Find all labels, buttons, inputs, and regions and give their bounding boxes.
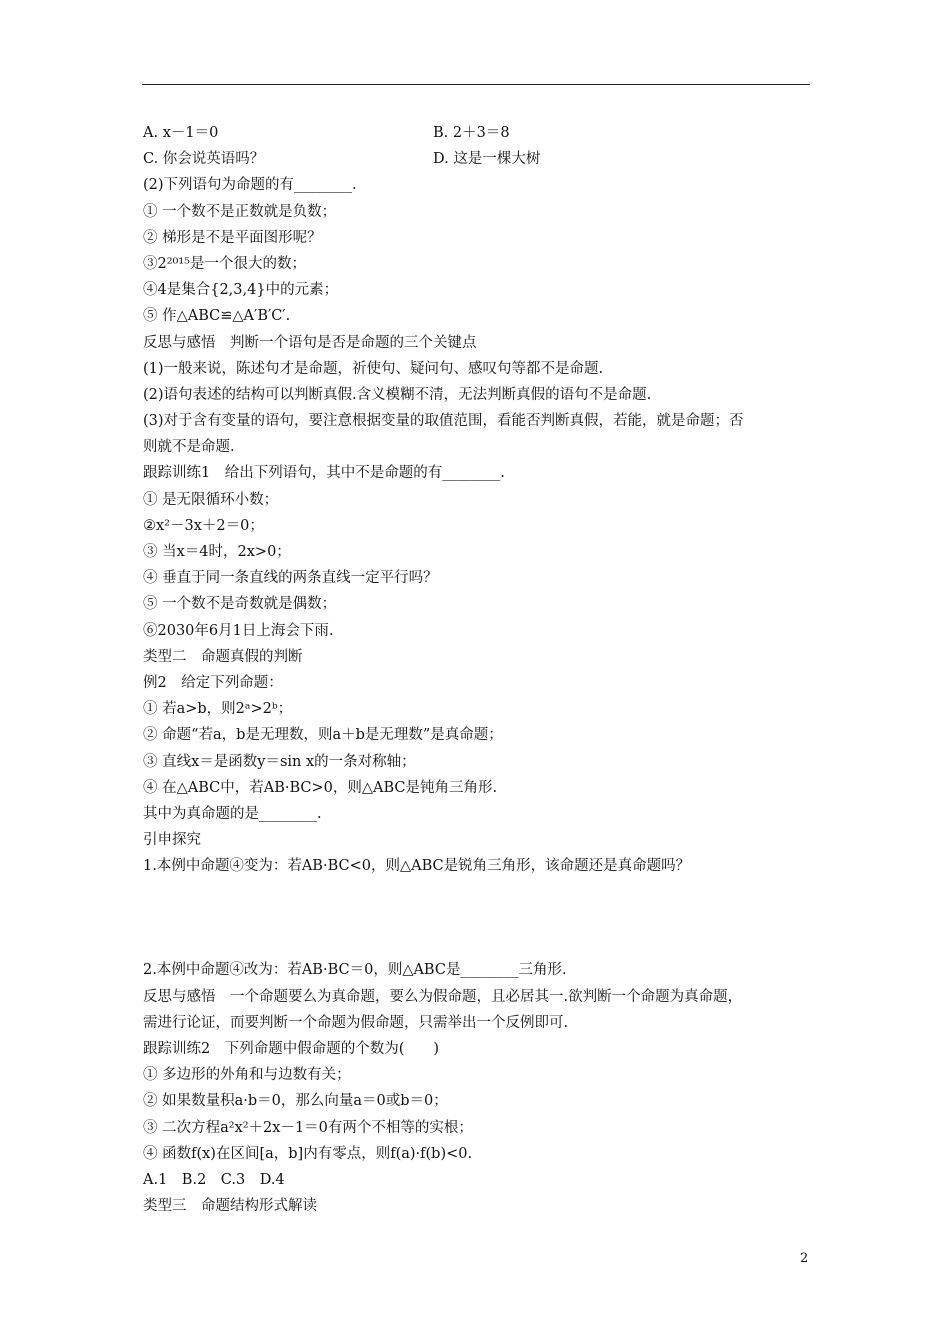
text-line: ③ 二次方程a²x²＋2x－1＝0有两个不相等的实根； xyxy=(143,1119,473,1136)
text-line: ① 若a>b，则2ᵃ>2ᵇ； xyxy=(143,701,293,718)
header-rule xyxy=(142,84,810,85)
text-line: ⑥2030年6月1日上海会下雨. xyxy=(143,622,334,639)
text-line: ④ 函数f(x)在区间[a，b]内有零点，则f(a)·f(b)<0. xyxy=(143,1145,473,1162)
text-line: (1)一般来说，陈述句才是命题，祈使句、疑问句、感叹句等都不是命题. xyxy=(143,360,604,377)
text-line: ⑤ 作△ABC≌△A′B′C′. xyxy=(143,308,291,325)
text-line: ② 如果数量积a·b＝0，那么向量a＝0或b＝0； xyxy=(143,1093,448,1110)
section-heading: 类型三 命题结构形式解读 xyxy=(143,1198,317,1215)
text-line: ① 一个数不是正数就是负数； xyxy=(143,203,337,220)
text-line: (2)语句表述的结构可以判断真假.含义模糊不清，无法判断真假的语句不是命题. xyxy=(143,386,652,403)
text-line: ① 是无限循环小数； xyxy=(143,491,279,508)
text-line: A.1 B.2 C.3 D.4 xyxy=(143,1171,285,1188)
section-heading: 类型二 命题真假的判断 xyxy=(143,648,303,665)
text-line: 其中为真命题的是________. xyxy=(143,805,322,822)
text-line: (3)对于含有变量的语句，要注意根据变量的取值范围，看能否判断真假，若能，就是命题；否 xyxy=(143,413,744,430)
options-row-2 xyxy=(143,146,823,172)
section-heading: 反思与感悟 一个命题要么为真命题，要么为假命题，且必居其一.欲判断一个命题为真命题， xyxy=(143,988,743,1005)
section-heading: 跟踪训练2 下列命题中假命题的个数为( ) xyxy=(143,1041,440,1057)
page-number: 2 xyxy=(800,1251,809,1266)
text-line: ④4是集合{2,3,4}中的元素； xyxy=(143,282,339,299)
option-b: B. 2＋3＝8 xyxy=(433,125,510,141)
document-body xyxy=(143,120,823,1219)
text-line: ②x²－3x＋2＝0； xyxy=(143,517,264,534)
text-line: ① 多边形的外角和与边数有关； xyxy=(143,1067,351,1084)
option-d: D. 这是一棵大树 xyxy=(433,151,541,168)
text-line: 需进行论证，而要判断一个命题为假命题，只需举出一个反例即可. xyxy=(143,1014,569,1031)
options-row-1 xyxy=(143,120,823,146)
section-heading: 反思与感悟 判断一个语句是否是命题的三个关键点 xyxy=(143,334,477,351)
text-line: ④ 在△ABC中，若AB·BC>0，则△ABC是钝角三角形. xyxy=(143,779,498,796)
section-heading: 例2 给定下列命题： xyxy=(143,674,283,691)
text-line: 2.本例中命题④改为：若AB·BC＝0，则△ABC是________三角形. xyxy=(143,962,567,979)
text-line: ③ 当x＝4时，2x>0； xyxy=(143,544,291,560)
option-a: A. x－1＝0 xyxy=(143,125,219,141)
text-line: ③2²⁰¹⁵是一个很大的数； xyxy=(143,255,306,272)
text-line: ② 梯形是不是平面图形呢？ xyxy=(143,229,322,246)
text-line: 则就不是命题. xyxy=(143,439,235,456)
text-line: ④ 垂直于同一条直线的两条直线一定平行吗？ xyxy=(143,570,438,587)
text-line: 1.本例中命题④变为：若AB·BC<0，则△ABC是锐角三角形，该命题还是真命题吗？ xyxy=(143,858,691,875)
section-heading: 引申探究 xyxy=(143,832,201,849)
blank-answer-space xyxy=(143,879,823,957)
text-line: ⑤ 一个数不是奇数就是偶数； xyxy=(143,596,337,613)
section-heading: 跟踪训练1 给出下列语句，其中不是命题的有________. xyxy=(143,465,505,482)
text-line: ② 命题“若a，b是无理数，则a＋b是无理数”是真命题； xyxy=(143,727,503,744)
option-c: C. 你会说英语吗？ xyxy=(143,151,265,168)
text-line: (2)下列语句为命题的有________. xyxy=(143,177,357,194)
text-line: ③ 直线x＝是函数y＝sin x的一条对称轴； xyxy=(143,753,416,770)
